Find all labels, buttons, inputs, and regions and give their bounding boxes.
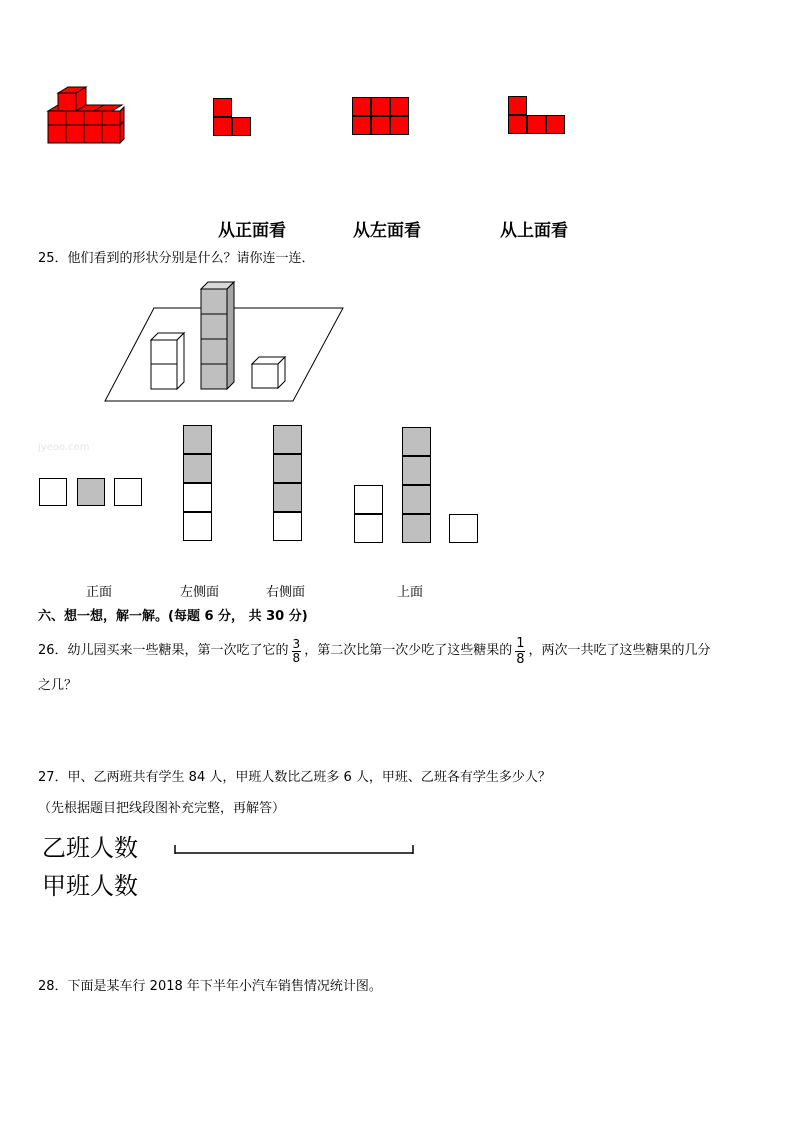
q26-line1 [38,631,711,671]
q25-scene-figure [100,278,350,406]
q27-label-class-b: 乙班人数 [42,834,138,862]
q25-label-right-side: 右侧面 [266,585,306,600]
q25-text: 25．他们看到的形状分别是什么？请你连一连． [38,251,315,266]
q25-label-top: 上面 [397,585,424,600]
q26-part3: ，两次一共吃了这些糖果的几分 [528,643,711,658]
view-label-front: 从正面看 [218,221,286,241]
segment-line-class-b[interactable] [172,842,418,858]
q27-hint: （先根据题目把线段图补充完整，再解答） [38,801,286,816]
q26-part1: 26．幼儿园买来一些糖果，第一次吃了它的 [38,643,289,658]
watermark: jyeoo.com [38,442,90,453]
view-label-top: 从上面看 [500,221,568,241]
fraction-3-8: $\frac{3}{8}$ [292,636,301,665]
q27-label-class-a: 甲班人数 [42,872,138,900]
section-heading: 六、想一想，解一解。(每题 6 分， 共 30 分) [38,609,308,624]
q27-text: 27．甲、乙两班共有学生 84 人，甲班人数比乙班多 6 人，甲班、乙班各有学生多少人？ [38,770,551,785]
q25-label-left-side: 左侧面 [180,585,220,600]
q26-part2: ，第二次比第一次少吃了这些糖果的 [304,643,513,658]
fraction-1-8: $\frac{1}{8}$ [516,635,525,667]
view-label-left: 从左面看 [353,221,421,241]
red-3d-block-figure [44,85,128,147]
q26-line2: 之几？ [38,678,78,693]
q25-label-front: 正面 [86,585,113,600]
q28-text: 28．下面是某车行 2018 年下半年小汽车销售情况统计图。 [38,979,382,994]
